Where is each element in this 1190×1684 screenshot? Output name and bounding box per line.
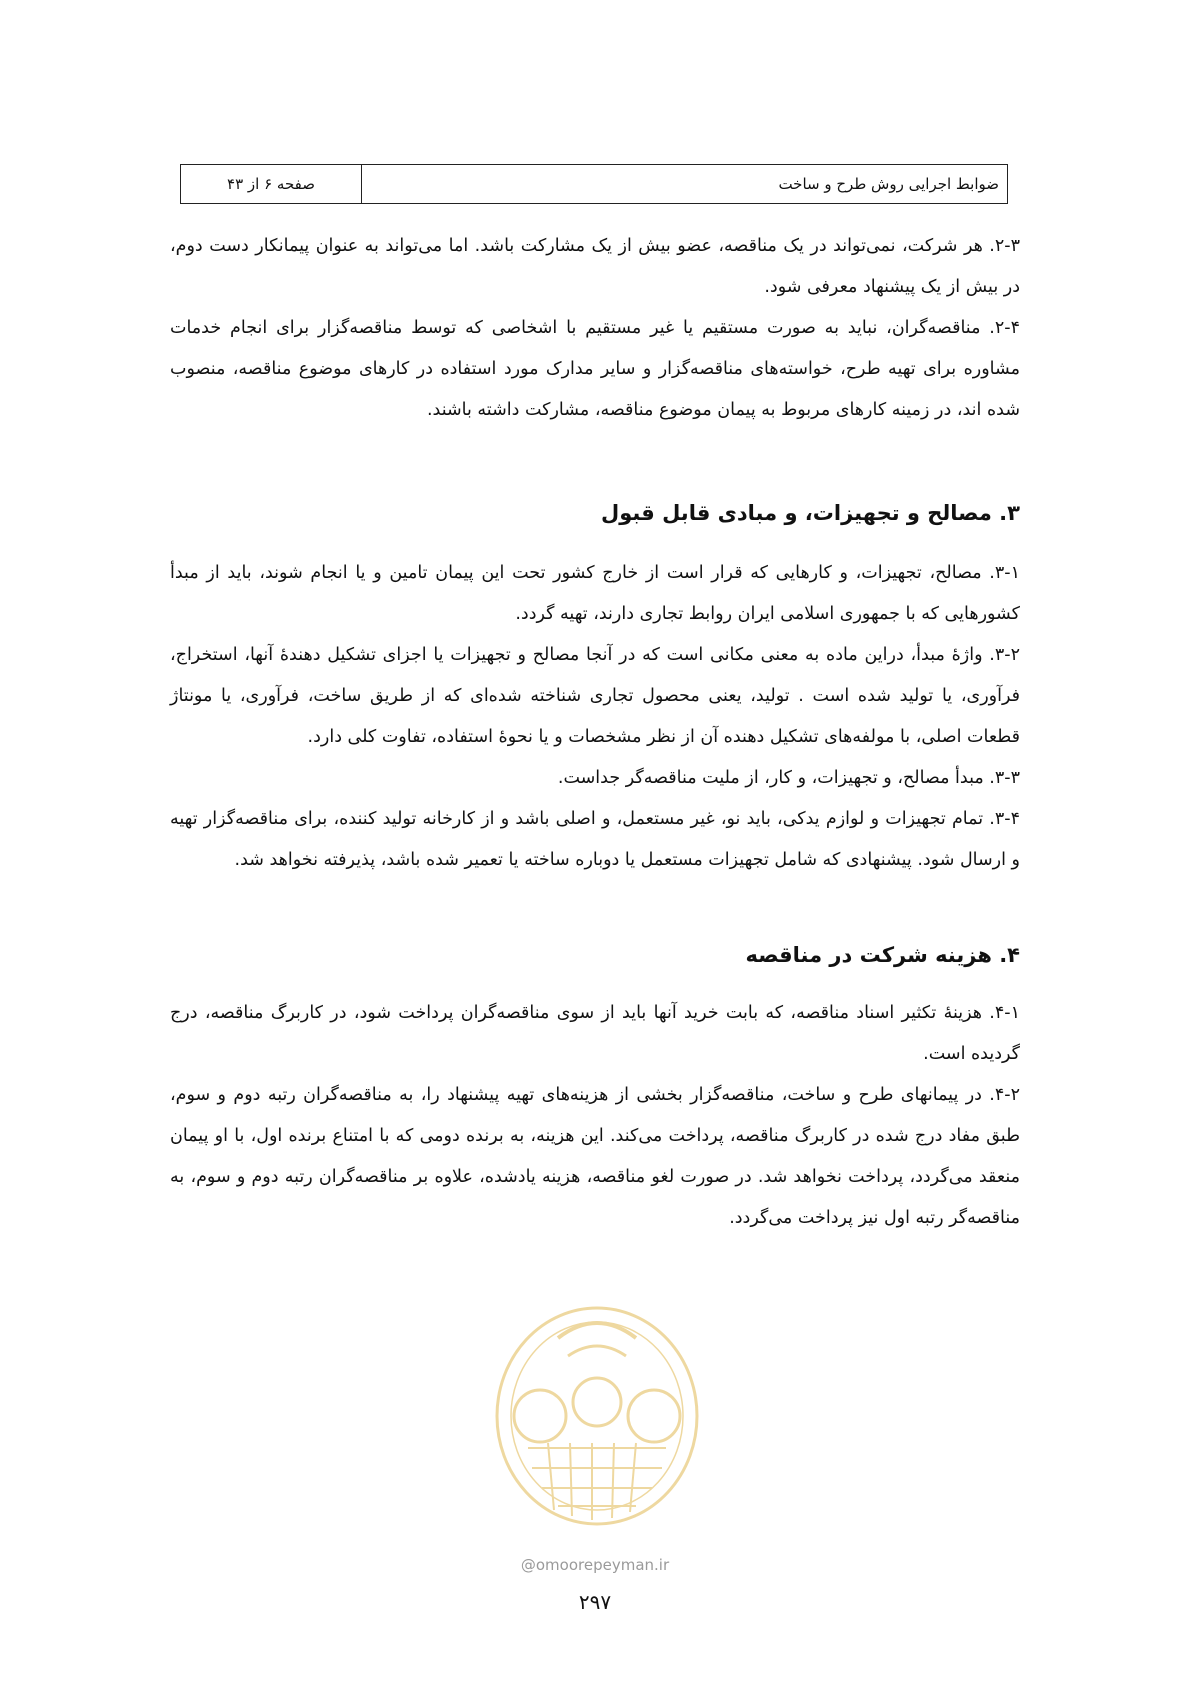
- document-title: ضوابط اجرایی روش طرح و ساخت: [361, 165, 1007, 203]
- paragraph-3-1: ۳-۱. مصالح، تجهیزات، و کارهایی که قرار است از خارج کشور تحت این پیمان تامین و یا انجام شوند، باید از مبدأ کشورهایی که با جمهوری اسلامی ایران روابط تجاری دارند، تهیه گردد.: [170, 563, 1020, 624]
- page-info: صفحه ۶ از ۴۳: [227, 175, 315, 193]
- paragraph-3-2: ۳-۲. واژهٔ مبدأ، دراین ماده به معنی مکانی است که در آنجا مصالح و تجهیزات یا اجزای تشکیل دهندهٔ آنها، استخراج، فرآوری، یا تولید شده است . تولید، یعنی محصول تجاری شناخته شده‌ای که از طریق ساخت، فرآوری، یا مونتاژ قطعات اصلی، با مولفه‌های تشکیل دهنده آن از نظر مشخصات و یا نحوهٔ استفاده، تفاوت کلی دارد.: [170, 645, 1020, 747]
- header-table: [180, 164, 1008, 204]
- site-url: @omoorepeyman.ir: [520, 1556, 670, 1574]
- watermark-seal-icon: [488, 1298, 706, 1548]
- paragraph-3-4: ۳-۴. تمام تجهیزات و لوازم یدکی، باید نو، غیر مستعمل، و اصلی باشد و از کارخانه تولید کننده، برای مناقصه‌گزار تهیه و ارسال شود. پیشنهادی که شامل تجهیزات مستعمل یا دوباره ساخته یا تعمیر شده باشد، پذیرفته نخواهد شد.: [170, 809, 1020, 870]
- paragraph-2-4: ۲-۴. مناقصه‌گران، نباید به صورت مستقیم یا غیر مستقیم با اشخاصی که توسط مناقصه‌گزار برای انجام خدمات مشاوره برای تهیه طرح، خواسته‌های مناقصه‌گزار و سایر مدارک مورد استفاده در کارهای موضوع مناقصه، منصوب شده اند، در زمینه کارهای مربوط به پیمان موضوع مناقصه، مشارکت داشته باشند.: [170, 318, 1020, 420]
- page-number: ۲۹۷: [578, 1590, 612, 1614]
- paragraph-4-2: ۴-۲. در پیمانهای طرح و ساخت، مناقصه‌گزار بخشی از هزینه‌های تهیه پیشنهاد را، به مناقصه‌گران رتبه دوم و سوم، طبق مفاد درج شده در کاربرگ مناقصه، پرداخت می‌کند. این هزینه، به برنده دومی که با امتناع برنده اول، با او پیمان منعقد می‌گردد، پرداخت نخواهد شد. در صورت لغو مناقصه، هزینه یادشده، علاوه بر مناقصه‌گران رتبه دوم و سوم، به مناقصه‌گر رتبه اول نیز پرداخت می‌گردد.: [170, 1085, 1020, 1228]
- paragraph-4-1: ۴-۱. هزینهٔ تکثیر اسناد مناقصه، که بابت خرید آنها باید از سوی مناقصه‌گران پرداخت شود، در کاربرگ مناقصه، درج گردیده است.: [170, 1003, 1020, 1064]
- section-4-heading: ۴. هزینه شرکت در مناقصه: [745, 943, 1020, 967]
- section-3-heading: ۳. مصالح و تجهیزات، و مبادی قابل قبول: [601, 501, 1020, 525]
- document-body: [170, 226, 1020, 1239]
- paragraph-3-3: ۳-۳. مبدأ مصالح، و تجهیزات، و کار، از ملیت مناقصه‌گر جداست.: [557, 768, 1020, 788]
- paragraph-2-3: ۲-۳. هر شرکت، نمی‌تواند در یک مناقصه، عضو بیش از یک مشارکت باشد. اما می‌تواند به عنوان پیمانکار دست دوم، در بیش از یک پیشنهاد معرفی شود.: [170, 236, 1020, 297]
